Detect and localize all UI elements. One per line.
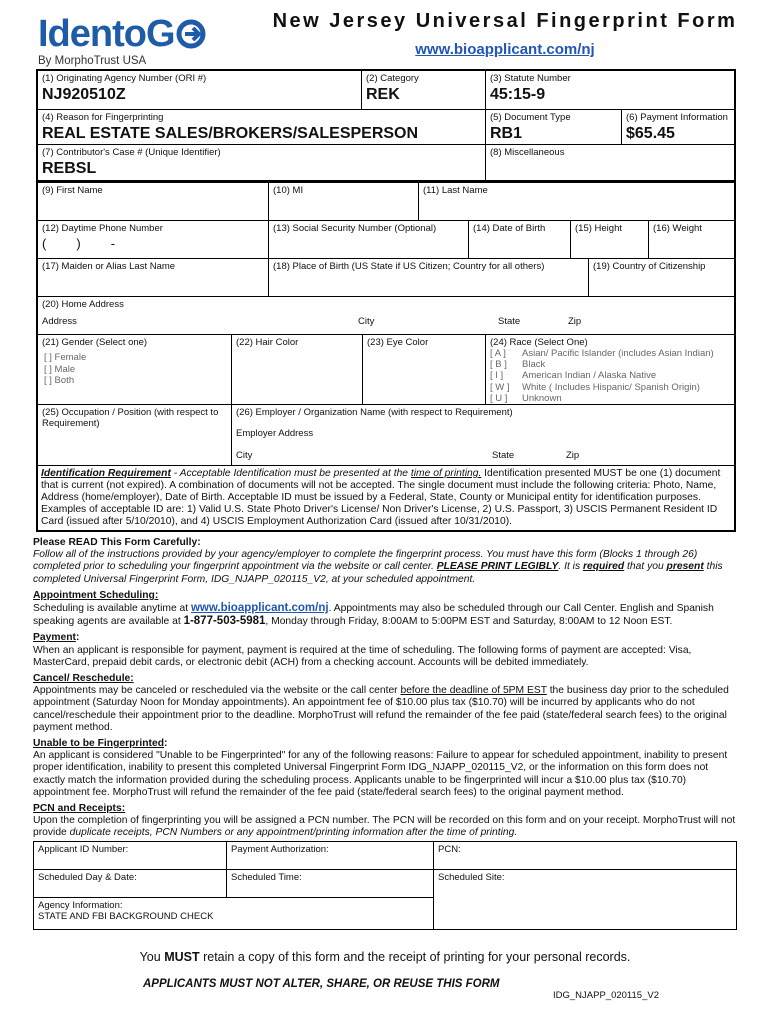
field-last-name[interactable]: (11) Last Name bbox=[418, 183, 734, 220]
field-eye-color[interactable]: (23) Eye Color bbox=[362, 335, 485, 404]
field-category[interactable]: (2) Category REK bbox=[361, 71, 485, 109]
field-phone[interactable]: (12) Daytime Phone Number ( ) - bbox=[42, 223, 163, 251]
race-option-a[interactable]: [ A ] Asian/ Pacific Islander (includes Asian Indian) bbox=[490, 348, 714, 359]
field-document-type[interactable]: (5) Document Type RB1 bbox=[485, 110, 621, 144]
field-hair-color[interactable]: (22) Hair Color bbox=[231, 335, 362, 404]
field-home-address[interactable]: (20) Home Address Address City State Zip bbox=[42, 299, 582, 327]
field-occupation[interactable]: (25) Occupation / Position (with respect to Requirement) bbox=[42, 407, 219, 429]
appointment-block: Appointment Scheduling: Scheduling is available anytime at www.bioapplicant.com/nj. Appointments may also be scheduled through our Call Center. English and Spanish speaking agents are available at 1-877-503-5981, Monday through Friday, 8:00AM to 5:00PM EST and Saturday, 8:00AM to 12 Noon EST. bbox=[33, 589, 714, 628]
field-first-name[interactable]: (9) First Name bbox=[42, 185, 103, 196]
field-gender[interactable]: (21) Gender (Select one) [ ] Female [ ] Male [ ] Both bbox=[38, 335, 231, 404]
form-row-descriptors bbox=[38, 335, 734, 405]
scheduled-site-cell[interactable]: Scheduled Site: bbox=[434, 870, 737, 930]
form-id-code: IDG_NJAPP_020115_V2 bbox=[553, 990, 659, 1001]
field-dob[interactable]: (14) Date of Birth bbox=[468, 221, 570, 258]
payment-authorization-cell[interactable]: Payment Authorization: bbox=[227, 842, 434, 870]
cancel-block: Cancel/ Reschedule: Appointments may be canceled or rescheduled via the website or the call center before the deadline of 5PM EST the business day prior to the scheduled appointment (Saturday Noon for Monday appointments). An appointment fee of $10.00 plus tax ($10.70) will be incurred by applicants who do not cancel/reschedule their appointment prior to the deadline. MorphoTrust will refund the remainder of the fee paid (state/federal search fees) to the original payment method. bbox=[33, 673, 729, 733]
race-option-w[interactable]: [ W ] White ( Includes Hispanic/ Spanish Origin) bbox=[490, 381, 700, 393]
field-miscellaneous[interactable]: (8) Miscellaneous bbox=[485, 145, 734, 180]
field-statute[interactable]: (3) Statute Number 45:15-9 bbox=[485, 71, 734, 109]
field-height[interactable]: (15) Height bbox=[570, 221, 648, 258]
id-requirement-heading: Identification Requirement bbox=[41, 468, 171, 479]
form-row-phone bbox=[38, 221, 734, 259]
scheduling-url-link[interactable]: www.bioapplicant.com/nj bbox=[190, 602, 329, 615]
retain-notice: You MUST retain a copy of this form and the receipt of printing for your personal records. bbox=[139, 950, 631, 964]
field-case-number[interactable]: (7) Contributor's Case # (Unique Identifier) REBSL bbox=[42, 147, 221, 177]
field-mi[interactable]: (10) MI bbox=[268, 183, 418, 220]
gender-option-female[interactable]: [ ] Female bbox=[44, 352, 87, 363]
pcn-cell[interactable]: PCN: bbox=[434, 842, 737, 870]
scheduled-time-cell[interactable]: Scheduled Time: bbox=[227, 870, 434, 898]
schedule-table bbox=[33, 841, 737, 930]
form-row-2 bbox=[38, 110, 734, 145]
header-url-link[interactable]: www.bioapplicant.com/nj bbox=[415, 41, 595, 58]
pcn-block: PCN and Receipts: Upon the completion of fingerprinting you will be assigned a PCN number. The PCN will be recorded on this form and on your receipt. MorphoTrust will not provide duplicate receipts, PCN Numbers or any appointment/printing information after the time of printing. bbox=[33, 803, 736, 839]
id-requirement-box: Identification Requirement - Acceptable Identification must be presented at the time of printing. Identification presented MUST be one (1) document that is current (not expired). A combination of documents will not be accepted. The single document must include the following criteria: Photo, Name, Address (home/employer), Date of Birth. Acceptable ID must be issued by a Federal, State, County or Municipal entity for identification purposes. Examples of acceptable ID are: 1) Valid U.S. State Photo Driver's License/ Non Driver's License, 2) U.S. Passport, 3) USCIS Permanent Resident ID Card (issued after 5/10/2010), and 4) USCIS Employment Authorization Card (issued after 10/31/2010). bbox=[36, 465, 736, 532]
fingerprint-form bbox=[36, 69, 736, 181]
field-citizenship[interactable]: (19) Country of Citizenship bbox=[588, 259, 734, 296]
form-row-address bbox=[38, 297, 734, 335]
instructions-section bbox=[33, 537, 743, 840]
field-ssn[interactable]: (13) Social Security Number (Optional) bbox=[268, 221, 468, 258]
page-title: New Jersey Universal Fingerprint Form bbox=[272, 10, 738, 32]
field-reason[interactable]: (4) Reason for Fingerprinting REAL ESTATE SALES/BROKERS/SALESPERSON bbox=[42, 112, 419, 142]
applicant-id-cell[interactable]: Applicant ID Number: bbox=[34, 842, 227, 870]
field-place-of-birth[interactable]: (18) Place of Birth (US State if US Citizen; Country for all others) bbox=[268, 259, 588, 296]
identogo-logo bbox=[38, 14, 218, 66]
form-row-birth bbox=[38, 259, 734, 297]
payment-block: Payment: When an applicant is responsible for payment, payment is required at the time of scheduling. The following forms of payment are accepted: Visa, MasterCard, prepaid debit cards, or electronic debit (ACH) from a checking account. Accounts will be debited immediately. bbox=[33, 632, 692, 668]
form-row-1 bbox=[38, 71, 734, 110]
logo-arrow-icon bbox=[176, 19, 208, 49]
form-row-employment bbox=[38, 405, 734, 465]
unable-block: Unable to be Fingerprinted: An applicant is considered "Unable to be Fingerprinted" for any of the following reasons: Failure to appear for scheduled appointment, inability to present proper identification, inability to present this completed Universal Fingerprint Form IDG_NJAPP_020115_V2, or the information on this form does not exactly match the information provided during the scheduling process. Applicants unable to be fingerprinted will incur a $10.00 plus tax ($10.70) appointment fee. MorphoTrust will refund the remainder of the fee paid (state/federal search fees) to the original payment method. bbox=[33, 738, 728, 798]
field-ori[interactable]: (1) Originating Agency Number (ORI #) NJ920510Z bbox=[42, 73, 207, 103]
do-not-alter-warning: APPLICANTS MUST NOT ALTER, SHARE, OR REUSE THIS FORM bbox=[143, 978, 500, 990]
agency-info-cell: Agency Information: STATE AND FBI BACKGROUND CHECK bbox=[34, 898, 434, 930]
gender-option-both[interactable]: [ ] Both bbox=[44, 375, 75, 386]
scheduled-day-cell[interactable]: Scheduled Day & Date: bbox=[34, 870, 227, 898]
field-payment-info[interactable]: (6) Payment Information $65.45 bbox=[621, 110, 734, 144]
form-row-name bbox=[38, 183, 734, 221]
personal-info-grid bbox=[36, 181, 736, 466]
race-option-u[interactable]: [ U ] Unknown bbox=[490, 392, 562, 404]
race-option-i[interactable]: [ I ] American Indian / Alaska Native bbox=[490, 370, 657, 382]
race-option-b[interactable]: [ B ] Black bbox=[490, 359, 546, 371]
logo-wordmark: IdentoG bbox=[38, 14, 218, 54]
field-weight[interactable]: (16) Weight bbox=[648, 221, 734, 258]
read-carefully-block: Please READ This Form Carefully: Follow all of the instructions provided by your agency/employer to complete the fingerprint process. You must have this form (Blocks 1 through 26) completed prior to scheduling your fingerprint appointment via the website or call center. PLEASE PRINT LEGIBLY. It is required that you present this completed Universal Fingerprint Form, IDG_NJAPP_020115_V2, at your scheduled appointment. bbox=[33, 537, 723, 585]
call-center-phone: 1-877-503-5981 bbox=[183, 615, 266, 628]
gender-option-male[interactable]: [ ] Male bbox=[44, 363, 76, 375]
field-maiden-name[interactable]: (17) Maiden or Alias Last Name bbox=[42, 261, 176, 272]
field-employer[interactable]: (26) Employer / Organization Name (with respect to Requirement) Employer Address City State Zip bbox=[231, 405, 734, 465]
field-race[interactable]: (24) Race (Select One) [ A ] Asian/ Pacific Islander (includes Asian Indian) [ B ] Black [ I ] American Indian / Alaska Native [ W ] White ( Includes Hispanic/ Spanish Origin) [ U ] Unknown bbox=[485, 335, 734, 404]
logo-subtitle: By MorphoTrust USA bbox=[38, 55, 147, 67]
form-row-3 bbox=[38, 145, 734, 181]
